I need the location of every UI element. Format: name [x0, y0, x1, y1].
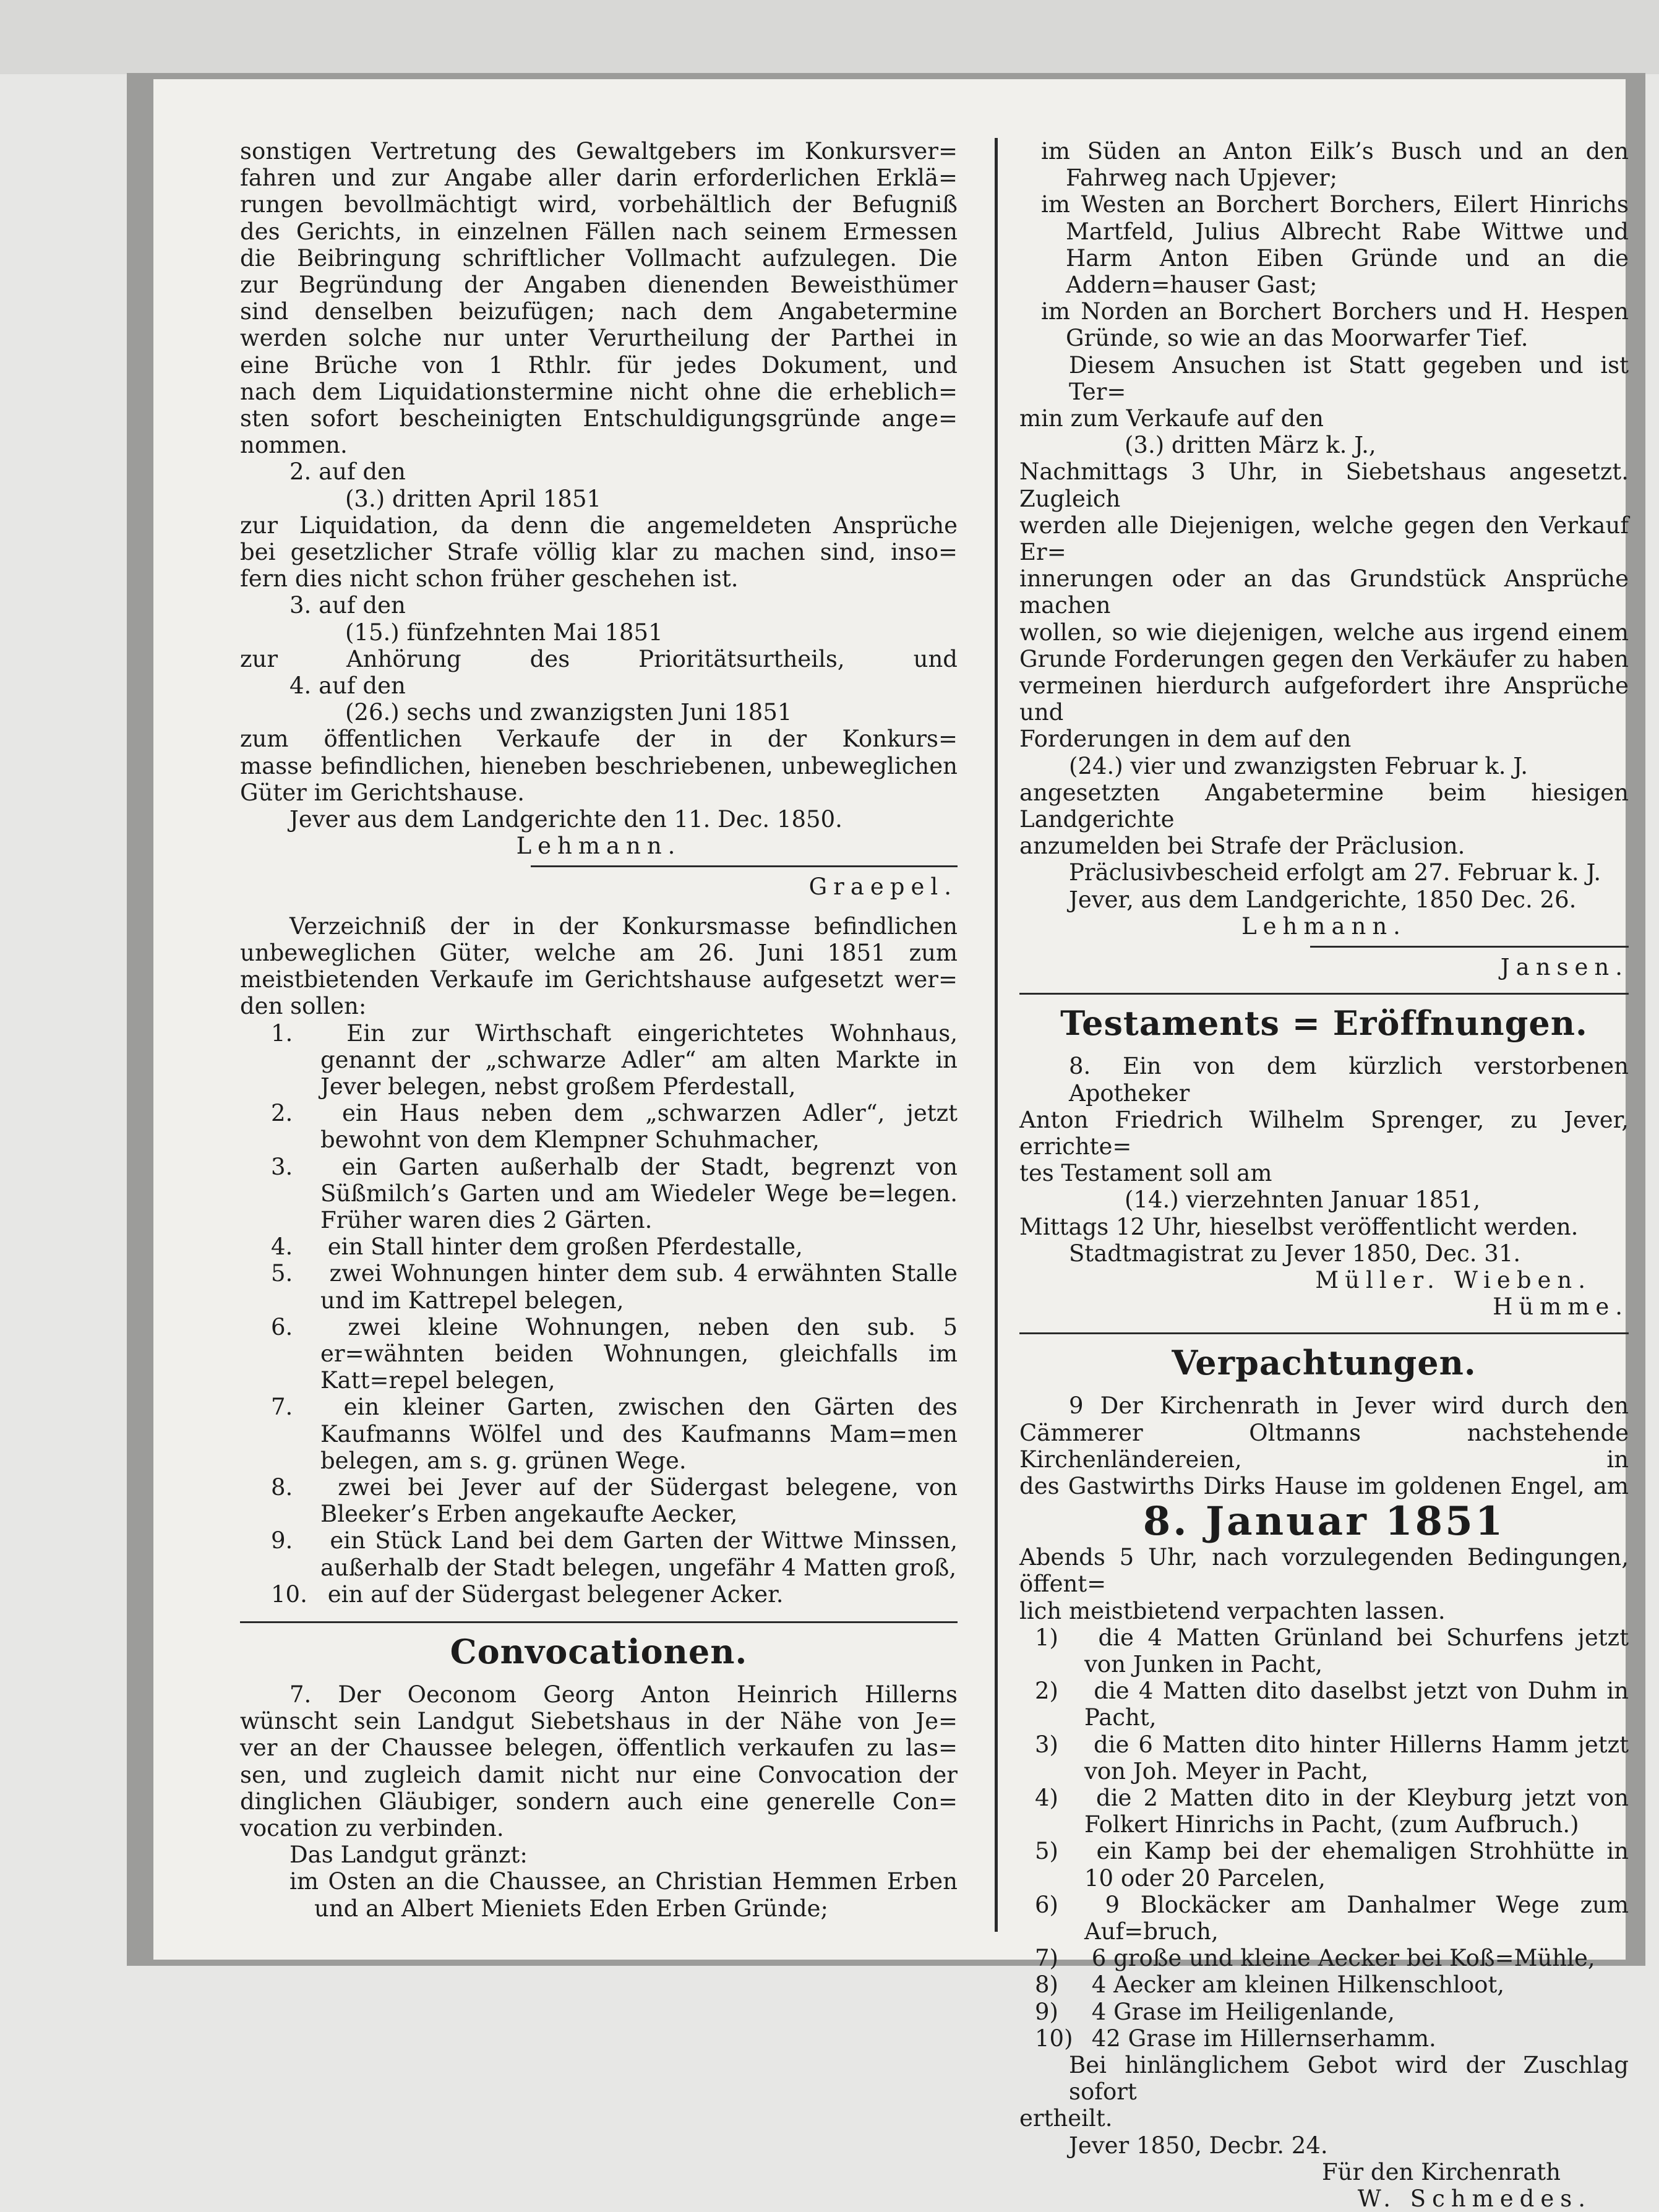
signature: Lehmann.: [516, 833, 682, 860]
heading-testament: Testaments = Eröffnungen.: [1060, 1003, 1588, 1044]
text-line: vocation zu verbinden.: [240, 1814, 504, 1841]
text-line: angesetzten Angabetermine beim hiesigen Landgerichte: [1019, 779, 1629, 833]
place-date: Jever aus dem Landgerichte den 11. Dec. 1850.: [289, 806, 842, 833]
text-line: Forderungen in dem auf den: [1019, 726, 1352, 753]
list-number: 8.: [271, 1473, 293, 1501]
list-item: [271, 1580, 958, 1608]
text-line: zur Anhörung des Prioritätsurtheils, und: [240, 645, 958, 672]
list-text: ein Garten außerhalb der Stadt, begrenzt von Süßmilch’s Garten und am Wiedeler Wege be=legen. Früher waren dies 2 Gärten.: [320, 1153, 958, 1233]
text-line: ertheilt.: [1019, 2105, 1113, 2132]
text-line: masse befindlichen, hieneben beschriebenen, unbeweglichen: [240, 752, 958, 779]
list-number: 7.: [271, 1394, 293, 1421]
list-item: [1035, 1731, 1629, 1785]
text-line: sten sofort bescheinigten Entschuldigungsgründe ange=: [240, 405, 958, 432]
list-item: [271, 1527, 958, 1581]
text-line: dinglichen Gläubiger, sondern auch eine generelle Con=: [240, 1788, 958, 1815]
text-line: unbeweglichen Güter, welche am 26. Juni 1851 zum: [240, 939, 958, 966]
signature: Lehmann.: [1241, 912, 1407, 940]
konkurs-intro: [240, 138, 958, 458]
text-line: Bei hinlänglichem Gebot wird der Zuschlag sofort: [1069, 2052, 1629, 2106]
list-item: [271, 1313, 958, 1394]
list-number: 6): [1035, 1891, 1058, 1918]
list-text: die 6 Matten dito hinter Hillerns Hamm jetzt von Joh. Meyer in Pacht,: [1084, 1731, 1629, 1785]
text-line: wünscht sein Landgut Siebetshaus in der Nähe von Je=: [240, 1708, 958, 1735]
text-line: vermeinen hierdurch aufgefordert ihre Ansprüche und: [1019, 672, 1629, 726]
term-3-date: (15.) fünfzehnten Mai 1851: [345, 619, 663, 646]
text-line: fern dies nicht schon früher geschehen ist.: [240, 565, 739, 593]
term-2-date: (3.) dritten April 1851: [345, 485, 602, 512]
term-4-date: (26.) sechs und zwanzigsten Juni 1851: [345, 699, 792, 726]
text-line: lich meistbietend verpachten lassen.: [1019, 1597, 1446, 1624]
list-item: [1035, 1678, 1629, 1731]
section-rule: [1019, 1332, 1629, 1334]
list-number: 8): [1035, 1971, 1058, 1999]
list-number: 3.: [271, 1153, 293, 1180]
list-number: 9): [1035, 1998, 1058, 2025]
text-line: ver an der Chaussee belegen, öffentlich verkaufen zu las=: [240, 1734, 958, 1762]
boundary-east: im Osten an die Chaussee, an Christian Hemmen Erben und an Albert Mieniets Eden Erben Gründe;: [289, 1868, 958, 1922]
text-line: des Gastwirths Dirks Hause im goldenen Engel, am: [1019, 1472, 1629, 1499]
text-line: sind denselben beizufügen; nach dem Angabetermine: [240, 298, 958, 325]
lease-list: [1019, 1624, 1629, 2052]
divider-rule: [1310, 946, 1629, 948]
signature: Graepel.: [808, 873, 958, 901]
text-line: werden solche nur unter Verurtheilung der Parthei in: [240, 325, 958, 352]
list-text: ein kleiner Garten, zwischen den Gärten des Kaufmanns Wölfel und des Kaufmanns Mam=men belegen, am s. g. grünen Wege.: [320, 1394, 958, 1474]
list-text: die 4 Matten dito daselbst jetzt von Duhm in Pacht,: [1084, 1678, 1629, 1731]
text-line: Grunde Forderungen gegen den Verkäufer zu haben: [1019, 645, 1629, 672]
list-item: [1035, 1891, 1629, 1945]
text-line: rungen bevollmächtigt wird, vorbehältlich der Befugniß: [240, 191, 958, 218]
list-item: [271, 1019, 958, 1100]
lease-date: 8. Januar 1851: [1142, 1498, 1506, 1545]
list-number: 2.: [271, 1100, 293, 1127]
list-item: [1035, 1998, 1629, 2025]
list-item: [1035, 1838, 1629, 1892]
signature: Hümme.: [1493, 1293, 1629, 1321]
list-text: 9 Blockäcker am Danhalmer Wege zum Auf=bruch,: [1084, 1891, 1629, 1945]
verzeichnis-intro: [240, 913, 958, 1020]
text-line: min zum Verkaufe auf den: [1019, 405, 1324, 432]
newspaper-page: [153, 79, 1629, 2212]
list-number: 2): [1035, 1678, 1058, 1705]
text-line: anzumelden bei Strafe der Präclusion.: [1019, 833, 1465, 860]
text-line: meistbietenden Verkaufe im Gerichtshause aufgesetzt wer=: [240, 966, 958, 993]
text-line: nach dem Liquidationstermine nicht ohne die erheblich=: [240, 378, 958, 405]
list-number: 1): [1035, 1624, 1058, 1651]
list-number: 5): [1035, 1838, 1058, 1865]
left-column: [240, 138, 958, 1922]
list-item: [1035, 1624, 1629, 1678]
list-item: [1035, 2025, 1629, 2052]
place-date: Jever, aus dem Landgerichte, 1850 Dec. 26.: [1069, 886, 1577, 913]
text-line: 8. Ein von dem kürzlich verstorbenen Apotheker: [1069, 1053, 1629, 1107]
list-text: die 2 Matten dito in der Kleyburg jetzt von Folkert Hinrichs in Pacht, (zum Aufbruch.): [1084, 1784, 1629, 1838]
list-item: [271, 1260, 958, 1314]
signature-line: Für den Kirchenrath: [1321, 2158, 1561, 2185]
text-line: Das Landgut gränzt:: [289, 1841, 528, 1869]
right-column: [1019, 138, 1629, 2212]
text-line: Präclusivbescheid erfolgt am 27. Februar k. J.: [1069, 859, 1601, 886]
signature: W. Schmedes.: [1357, 2185, 1592, 2212]
text-line: Verzeichniß der in der Konkursmasse befindlichen: [289, 912, 958, 940]
list-number: 10): [1035, 2025, 1073, 2052]
list-item: [1035, 1784, 1629, 1838]
list-text: ein Stall hinter dem großen Pferdestalle,: [327, 1233, 803, 1261]
list-text: ein Kamp bei der ehemaligen Strohhütte in 10 oder 20 Parcelen,: [1084, 1838, 1629, 1892]
list-number: 4.: [271, 1233, 293, 1261]
list-text: 4 Aecker am kleinen Hilkenschloot,: [1091, 1971, 1505, 1999]
text-line: tes Testament soll am: [1019, 1160, 1272, 1187]
term-2-label: 2. auf den: [289, 458, 406, 486]
column-divider: [995, 138, 998, 1932]
list-item: [271, 1100, 958, 1154]
text-line: die Beibringung schriftlicher Vollmacht aufzulegen. Die: [240, 244, 958, 272]
list-item: [1035, 1971, 1629, 1999]
text-line: zur Liquidation, da denn die angemeldeten Ansprüche: [240, 512, 958, 539]
text-line: nommen.: [240, 432, 348, 459]
boundary-west: im Westen an Borchert Borchers, Eilert Hinrichs Martfeld, Julius Albrecht Rabe Wittwe und Harm Anton Eiben Gründe und an die Addern=hauser Gast;: [1041, 191, 1629, 299]
text-line: des Gerichts, in einzelnen Fällen nach seinem Ermessen: [240, 218, 958, 245]
text-line: zur Begründung der Angaben dienenden Beweisthümer: [240, 272, 958, 299]
list-text: zwei Wohnungen hinter dem sub. 4 erwähnten Stalle und im Kattrepel belegen,: [320, 1260, 958, 1314]
list-item: [271, 1473, 958, 1528]
text-line: den sollen:: [240, 993, 367, 1020]
heading-verpachtungen: Verpachtungen.: [1172, 1343, 1477, 1383]
heading-convocation: Convocationen.: [450, 1631, 748, 1671]
term-3-label: 3. auf den: [289, 592, 406, 619]
text-line: sonstigen Vertretung des Gewaltgebers im Konkursver=: [240, 138, 958, 165]
text-line: Cämmerer Oltmanns nachstehende Kirchenländereien, in: [1019, 1419, 1629, 1473]
list-number: 10.: [271, 1580, 307, 1608]
divider-rule: [531, 865, 958, 867]
text-line: werden alle Diejenigen, welche gegen den Verkauf Er=: [1019, 512, 1629, 566]
list-text: Ein zur Wirthschaft eingerichtetes Wohnhaus, genannt der „schwarze Adler“ am alten Markte in Jever belegen, nebst großem Pferdestall,: [320, 1019, 958, 1100]
list-text: 4 Grase im Heiligenlande,: [1091, 1998, 1395, 2025]
signature: Jansen.: [1500, 954, 1629, 981]
text-line: Güter im Gerichtshause.: [240, 779, 525, 806]
scan-background: [0, 0, 1659, 74]
list-text: zwei bei Jever auf der Südergast belegene, von Bleeker’s Erben angekaufte Aecker,: [320, 1473, 958, 1528]
text-line: innerungen oder an das Grundstück Ansprüche machen: [1019, 565, 1629, 619]
opening-date: (14.) vierzehnten Januar 1851,: [1125, 1186, 1481, 1214]
section-rule: [1019, 993, 1629, 995]
text-line: 9 Der Kirchenrath in Jever wird durch den: [1069, 1392, 1629, 1420]
list-number: 4): [1035, 1784, 1058, 1811]
list-number: 9.: [271, 1527, 293, 1554]
text-line: zum öffentlichen Verkaufe der in der Konkurs=: [240, 726, 958, 753]
sale-date: (3.) dritten März k. J.,: [1125, 432, 1376, 459]
list-text: zwei kleine Wohnungen, neben den sub. 5 er=wähnten beiden Wohnungen, gleichfalls im Katt=repel belegen,: [320, 1313, 958, 1394]
text-line: bei gesetzlicher Strafe völlig klar zu machen sind, inso=: [240, 539, 958, 566]
list-text: 6 große und kleine Aecker bei Koß=Mühle,: [1091, 1945, 1595, 1972]
text-line: 7. Der Oeconom Georg Anton Heinrich Hillerns: [289, 1681, 958, 1708]
signature: Müller. Wieben.: [1315, 1266, 1592, 1293]
list-number: 1.: [271, 1019, 293, 1047]
list-text: ein Haus neben dem „schwarzen Adler“, jetzt bewohnt von dem Klempner Schuhmacher,: [320, 1100, 958, 1154]
section-rule: [240, 1621, 958, 1623]
text-line: wollen, so wie diejenigen, welche aus irgend einem: [1019, 619, 1629, 646]
list-item: [271, 1153, 958, 1234]
list-item: [1035, 1945, 1629, 1972]
text-line: sen, und zugleich damit nicht nur eine Convocation der: [240, 1761, 958, 1788]
term-4-label: 4. auf den: [289, 672, 406, 700]
text-line: Anton Friedrich Wilhelm Sprenger, zu Jever, errichte=: [1019, 1106, 1629, 1160]
text-line: Abends 5 Uhr, nach vorzulegenden Bedingungen, öffent=: [1019, 1544, 1629, 1598]
claim-date: (24.) vier und zwanzigsten Februar k. J.: [1069, 752, 1528, 779]
list-text: die 4 Matten Grünland bei Schurfens jetzt von Junken in Pacht,: [1084, 1624, 1629, 1678]
boundary-south: im Süden an Anton Eilk’s Busch und an den Fahrweg nach Upjever;: [1041, 138, 1629, 192]
list-text: ein auf der Südergast belegener Acker.: [327, 1580, 784, 1608]
list-text: ein Stück Land bei dem Garten der Wittwe Minssen, außerhalb der Stadt belegen, ungefähr 4 Matten groß,: [320, 1527, 958, 1581]
list-text: 42 Grase im Hillernserhamm.: [1091, 2025, 1436, 2052]
property-list: [240, 1020, 958, 1608]
list-item: [271, 1394, 958, 1474]
text-line: Mittags 12 Uhr, hieselbst veröffentlicht werden.: [1019, 1213, 1579, 1240]
text-line: Nachmittags 3 Uhr, in Siebetshaus angesetzt. Zugleich: [1019, 458, 1629, 512]
list-item: [271, 1233, 958, 1261]
list-number: 6.: [271, 1313, 293, 1340]
text-line: fahren und zur Angabe aller darin erforderlichen Erklä=: [240, 165, 958, 192]
list-number: 7): [1035, 1945, 1058, 1972]
list-number: 5.: [271, 1260, 293, 1287]
text-line: eine Brüche von 1 Rthlr. für jedes Dokument, und: [240, 351, 958, 379]
boundary-north: im Norden an Borchert Borchers und H. Hespen Gründe, so wie an das Moorwarfer Tief.: [1041, 298, 1629, 352]
text-line: Diesem Ansuchen ist Statt gegeben und ist Ter=: [1069, 351, 1629, 405]
place-date: Stadtmagistrat zu Jever 1850, Dec. 31.: [1069, 1240, 1521, 1267]
place-date: Jever 1850, Decbr. 24.: [1069, 2132, 1328, 2159]
list-number: 3): [1035, 1731, 1058, 1758]
